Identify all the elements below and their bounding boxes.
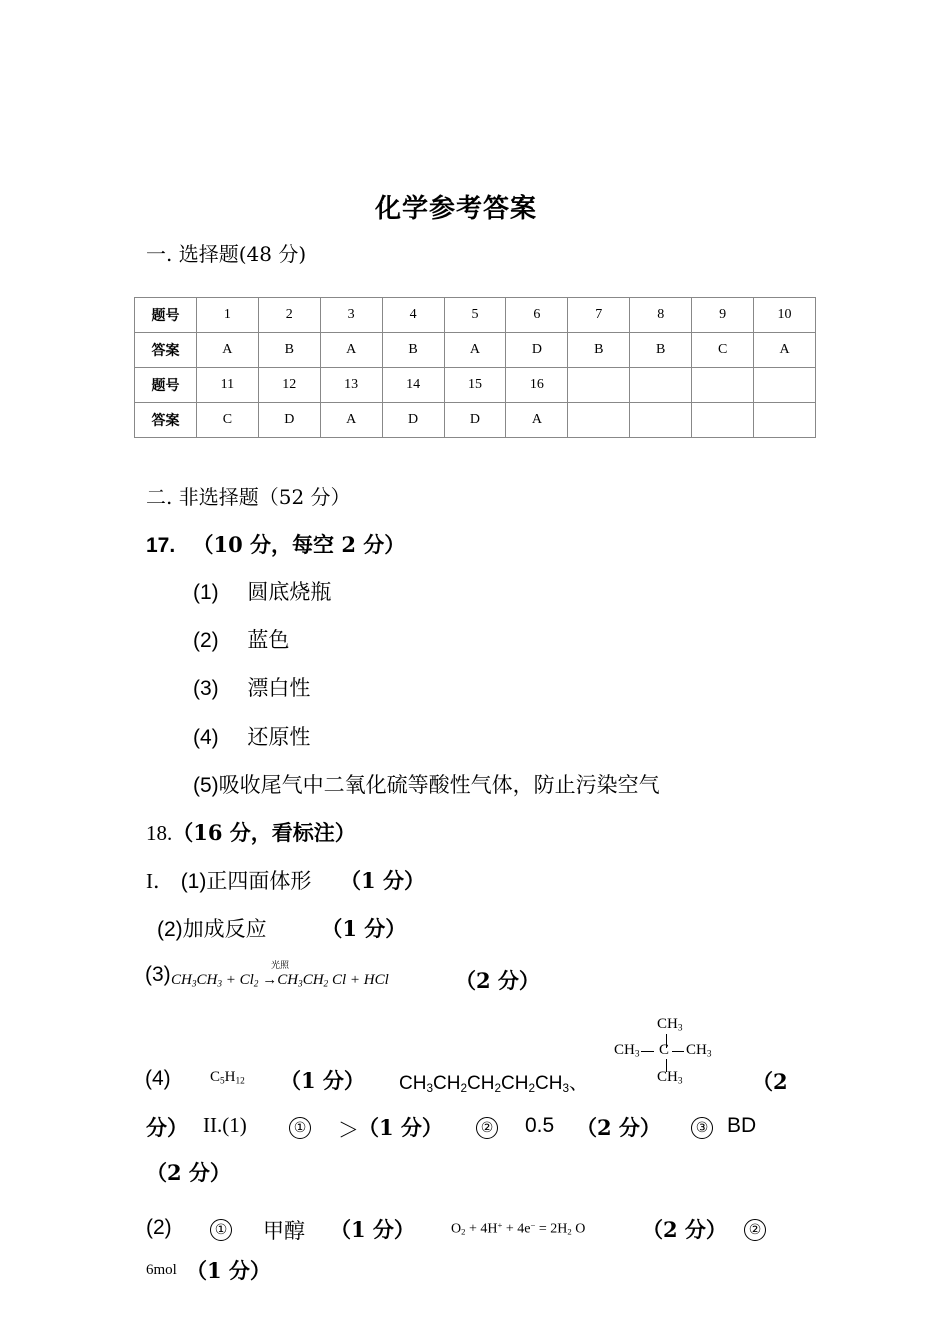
table-cell: A xyxy=(444,333,506,368)
circled-1: ① xyxy=(210,1219,232,1241)
answer-number: (1) xyxy=(193,581,219,604)
answer-score: （2 分） xyxy=(642,1217,727,1242)
q18-part1-4-score2a: （2 xyxy=(752,1069,788,1094)
separator: 、 xyxy=(569,1073,589,1094)
part2-label: II.(1) xyxy=(203,1113,247,1137)
table-cell: B xyxy=(630,333,692,368)
answer-number: (4) xyxy=(193,726,219,749)
table-cell xyxy=(692,403,754,438)
q18-part1-3-score: （2 分） xyxy=(455,968,540,993)
q17-answer-2 xyxy=(193,624,289,654)
table-cell: 2 xyxy=(258,298,320,333)
answer-number: (2) xyxy=(193,629,219,652)
q18-part1-4-score: （1 分） xyxy=(280,1068,365,1093)
table-cell: D xyxy=(382,403,444,438)
table-cell: B xyxy=(258,333,320,368)
answer-text: 吸收尾气中二氧化硫等酸性气体，防止污染空气 xyxy=(218,773,660,797)
molecular-formula: $C_5H_{12}$ xyxy=(210,1069,245,1087)
answer-score: （2 分） xyxy=(576,1115,661,1140)
answer-score: （1 分） xyxy=(340,868,425,893)
answer-value: 0.5 xyxy=(525,1114,555,1137)
table-cell: 13 xyxy=(320,368,382,403)
answer-text: 还原性 xyxy=(247,725,311,749)
table-cell: 16 xyxy=(506,368,568,403)
answer-text: 圆底烧瓶 xyxy=(247,580,332,604)
table-cell: 11 xyxy=(196,368,258,403)
pentane-formula: $CH_3CH_2CH_2CH_2CH_3$、 xyxy=(399,1073,589,1095)
table-cell: C xyxy=(196,403,258,438)
neo-right: $CH_3$ xyxy=(686,1042,712,1060)
answer-score: （1 分） xyxy=(321,916,407,941)
answer-text: 漂白性 xyxy=(247,676,311,700)
answer-text: 甲醇 xyxy=(263,1219,305,1243)
table-cell: 7 xyxy=(568,298,630,333)
section-heading-nonchoice: 二. 非选择题（52 分） xyxy=(146,485,351,509)
bond-left xyxy=(641,1051,654,1052)
neo-bottom: $CH_3$ xyxy=(657,1069,683,1087)
q18-part1-2 xyxy=(157,913,406,943)
table-cell xyxy=(754,403,816,438)
answer-text: 加成反应 xyxy=(182,917,267,941)
answer-value: 6mol xyxy=(146,1262,177,1278)
neo-top: $CH_3$ xyxy=(657,1016,683,1034)
table-cell: D xyxy=(444,403,506,438)
q18-part1-3-number: (3) xyxy=(145,963,171,986)
q18-part1-4-number: (4) xyxy=(145,1067,171,1090)
electrode-equation: $O_2 + 4H^+ + 4e^- = 2H_2$ O xyxy=(451,1220,586,1237)
table-cell: 3 xyxy=(320,298,382,333)
answer-number: (5) xyxy=(193,774,219,797)
q18-header xyxy=(146,817,356,847)
answer-gt: ＞ xyxy=(338,1119,359,1142)
answer-score: （1 分） xyxy=(186,1258,271,1283)
row-header: 题号 xyxy=(135,298,197,333)
answer-table xyxy=(134,297,816,438)
table-cell: A xyxy=(754,333,816,368)
table-cell: 8 xyxy=(630,298,692,333)
table-cell: 1 xyxy=(196,298,258,333)
table-cell: A xyxy=(320,403,382,438)
table-cell: A xyxy=(196,333,258,368)
table-cell: 4 xyxy=(382,298,444,333)
table-cell xyxy=(692,368,754,403)
q17-header xyxy=(146,529,405,559)
answer-number: (1) xyxy=(180,870,207,893)
table-cell xyxy=(754,368,816,403)
answer-number: (2) xyxy=(157,918,183,941)
table-cell: D xyxy=(258,403,320,438)
reaction-condition: 光照 xyxy=(271,961,290,971)
table-row xyxy=(135,333,816,368)
table-cell: 15 xyxy=(444,368,506,403)
reaction-equation: $CH_3CH_3 + Cl_2 \to CH_3CH_2$ Cl + HCl xyxy=(171,972,389,990)
table-cell: 12 xyxy=(258,368,320,403)
q17-score: （10 分，每空 2 分） xyxy=(192,532,406,557)
answer-text: 蓝色 xyxy=(247,628,290,652)
circled-3: ③ xyxy=(691,1117,713,1139)
section-heading-choice: 一. 选择题(48 分) xyxy=(146,242,307,266)
table-row xyxy=(135,368,816,403)
table-row xyxy=(135,403,816,438)
q17-number: 17. xyxy=(146,534,176,557)
table-cell: A xyxy=(320,333,382,368)
table-cell: B xyxy=(382,333,444,368)
circled-1: ① xyxy=(289,1117,311,1139)
q18-part1-4-score2b: 分） xyxy=(146,1115,188,1140)
neo-center: C xyxy=(659,1042,670,1058)
answer-score: （1 分） xyxy=(358,1115,443,1140)
answer-score: （1 分） xyxy=(330,1217,415,1242)
answer-text: 正四面体形 xyxy=(206,869,312,893)
row-header: 答案 xyxy=(135,403,197,438)
row-header: 题号 xyxy=(135,368,197,403)
q17-answer-5 xyxy=(193,769,660,799)
answer-value: BD xyxy=(727,1114,757,1137)
answer-number: (3) xyxy=(193,677,219,700)
table-cell: C xyxy=(692,333,754,368)
q18-number: 18. xyxy=(146,821,173,845)
row-header: 答案 xyxy=(135,333,197,368)
circled-2: ② xyxy=(476,1117,498,1139)
page-title: 化学参考答案 xyxy=(375,194,538,223)
circled-2: ② xyxy=(744,1219,766,1241)
table-cell: 6 xyxy=(506,298,568,333)
table-cell xyxy=(630,403,692,438)
q18-part1-1 xyxy=(146,865,425,895)
neo-left: $CH_3$ xyxy=(614,1042,640,1060)
answer-score: （2 分） xyxy=(146,1160,231,1185)
q18-part2-2-number: (2) xyxy=(146,1216,172,1239)
table-row xyxy=(135,298,816,333)
table-cell xyxy=(630,368,692,403)
table-cell: B xyxy=(568,333,630,368)
table-cell xyxy=(568,368,630,403)
bond-right xyxy=(672,1051,684,1052)
table-cell: 14 xyxy=(382,368,444,403)
q17-answer-4 xyxy=(193,721,310,751)
table-cell: 5 xyxy=(444,298,506,333)
table-cell: A xyxy=(506,403,568,438)
table-cell: D xyxy=(506,333,568,368)
part-label: I． xyxy=(146,869,174,893)
table-cell: 10 xyxy=(754,298,816,333)
q17-answer-3 xyxy=(193,672,310,702)
q18-score: （16 分，看标注） xyxy=(172,820,356,845)
table-cell: 9 xyxy=(692,298,754,333)
table-cell xyxy=(568,403,630,438)
q17-answer-1 xyxy=(193,576,331,606)
